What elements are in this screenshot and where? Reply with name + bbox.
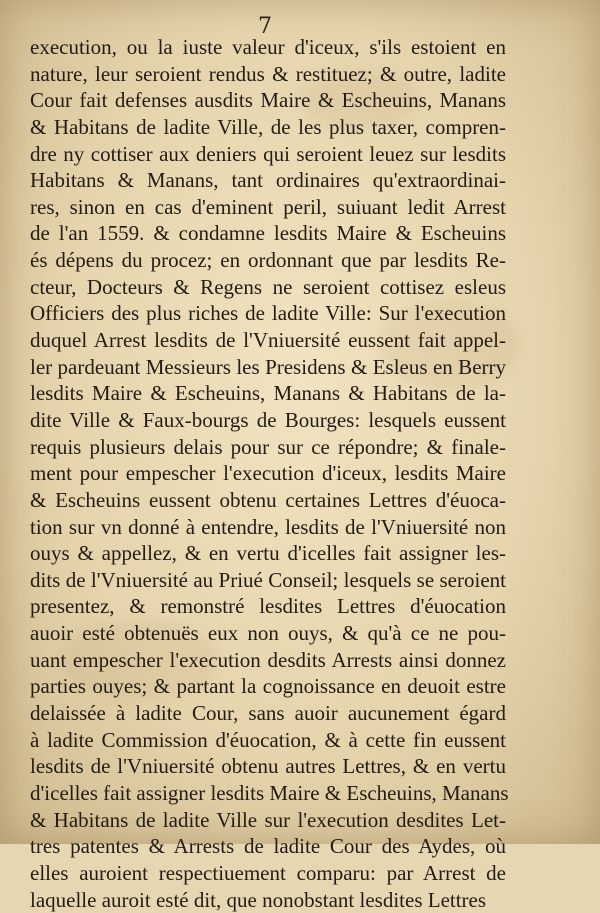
text-line: cteur, Docteurs & Regens ne seroient cottisez esleus — [30, 274, 506, 301]
body-text — [30, 34, 506, 913]
text-line: duquel Arrest lesdits de l'Vniuersité eussent fait appel- — [30, 327, 506, 354]
page-number: 7 — [0, 14, 530, 39]
text-line: Habitans & Manans, tant ordinaires qu'extraordinai- — [30, 167, 506, 194]
text-line: dre ny cottiser aux deniers qui seroient leuez sur lesdits — [30, 141, 506, 168]
text-line: & Habitans de ladite Ville sur l'execution desdites Let- — [30, 807, 506, 834]
text-line: tion sur vn donné à entendre, lesdits de l'Vniuersité non — [30, 514, 506, 541]
text-line: dite Ville & Faux-bourgs de Bourges: lesquels eussent — [30, 407, 506, 434]
text-line: d'icelles fait assigner lesdits Maire & Escheuins, Manans — [30, 780, 506, 807]
text-line: presentez, & remonstré lesdites Lettres d'éuocation — [30, 593, 506, 620]
text-line: Cour fait defenses ausdits Maire & Escheuins, Manans — [30, 87, 506, 114]
text-line: nature, leur seroient rendus & restituez; & outre, ladite — [30, 61, 506, 88]
text-line: laquelle auroit esté dit, que nonobstant lesdites Lettres — [30, 887, 506, 913]
text-line: ler pardeuant Messieurs les Presidens & Esleus en Berry — [30, 354, 506, 381]
text-line: lesdits Maire & Escheuins, Manans & Habitans de la- — [30, 380, 506, 407]
text-line: és dépens du procez; en ordonnant que par lesdits Re- — [30, 247, 506, 274]
text-line: res, sinon en cas d'eminent peril, suiuant ledit Arrest — [30, 194, 506, 221]
text-line: tres patentes & Arrests de ladite Cour des Aydes, où — [30, 833, 506, 860]
text-line: de l'an 1559. & condamne lesdits Maire & Escheuins — [30, 220, 506, 247]
text-line: parties ouyes; & partant la cognoissance en deuoit estre — [30, 673, 506, 700]
text-line: ouys & appellez, & en vertu d'icelles fait assigner les- — [30, 540, 506, 567]
text-line: execution, ou la iuste valeur d'iceux, s'ils estoient en — [30, 34, 506, 61]
text-line: delaissée à ladite Cour, sans auoir aucunement égard — [30, 700, 506, 727]
text-line: dits de l'Vniuersité au Priué Conseil; lesquels se seroient — [30, 567, 506, 594]
text-line: à ladite Commission d'éuocation, & à cette fin eussent — [30, 727, 506, 754]
text-line: Officiers des plus riches de ladite Ville: Sur l'execution — [30, 300, 506, 327]
text-line: ment pour empescher l'execution d'iceux, lesdits Maire — [30, 460, 506, 487]
text-line: & Escheuins eussent obtenu certaines Lettres d'éuoca- — [30, 487, 506, 514]
text-line: & Habitans de ladite Ville, de les plus taxer, compren- — [30, 114, 506, 141]
text-line: requis plusieurs delais pour sur ce répondre; & finale- — [30, 434, 506, 461]
text-line: elles auroient respectiuement comparu: par Arrest de — [30, 860, 506, 887]
text-line: auoir esté obtenuës eux non ouys, & qu'à ce ne pou- — [30, 620, 506, 647]
text-line: lesdits de l'Vniuersité obtenu autres Lettres, & en vertu — [30, 753, 506, 780]
text-line: uant empescher l'execution desdits Arrests ainsi donnez — [30, 647, 506, 674]
